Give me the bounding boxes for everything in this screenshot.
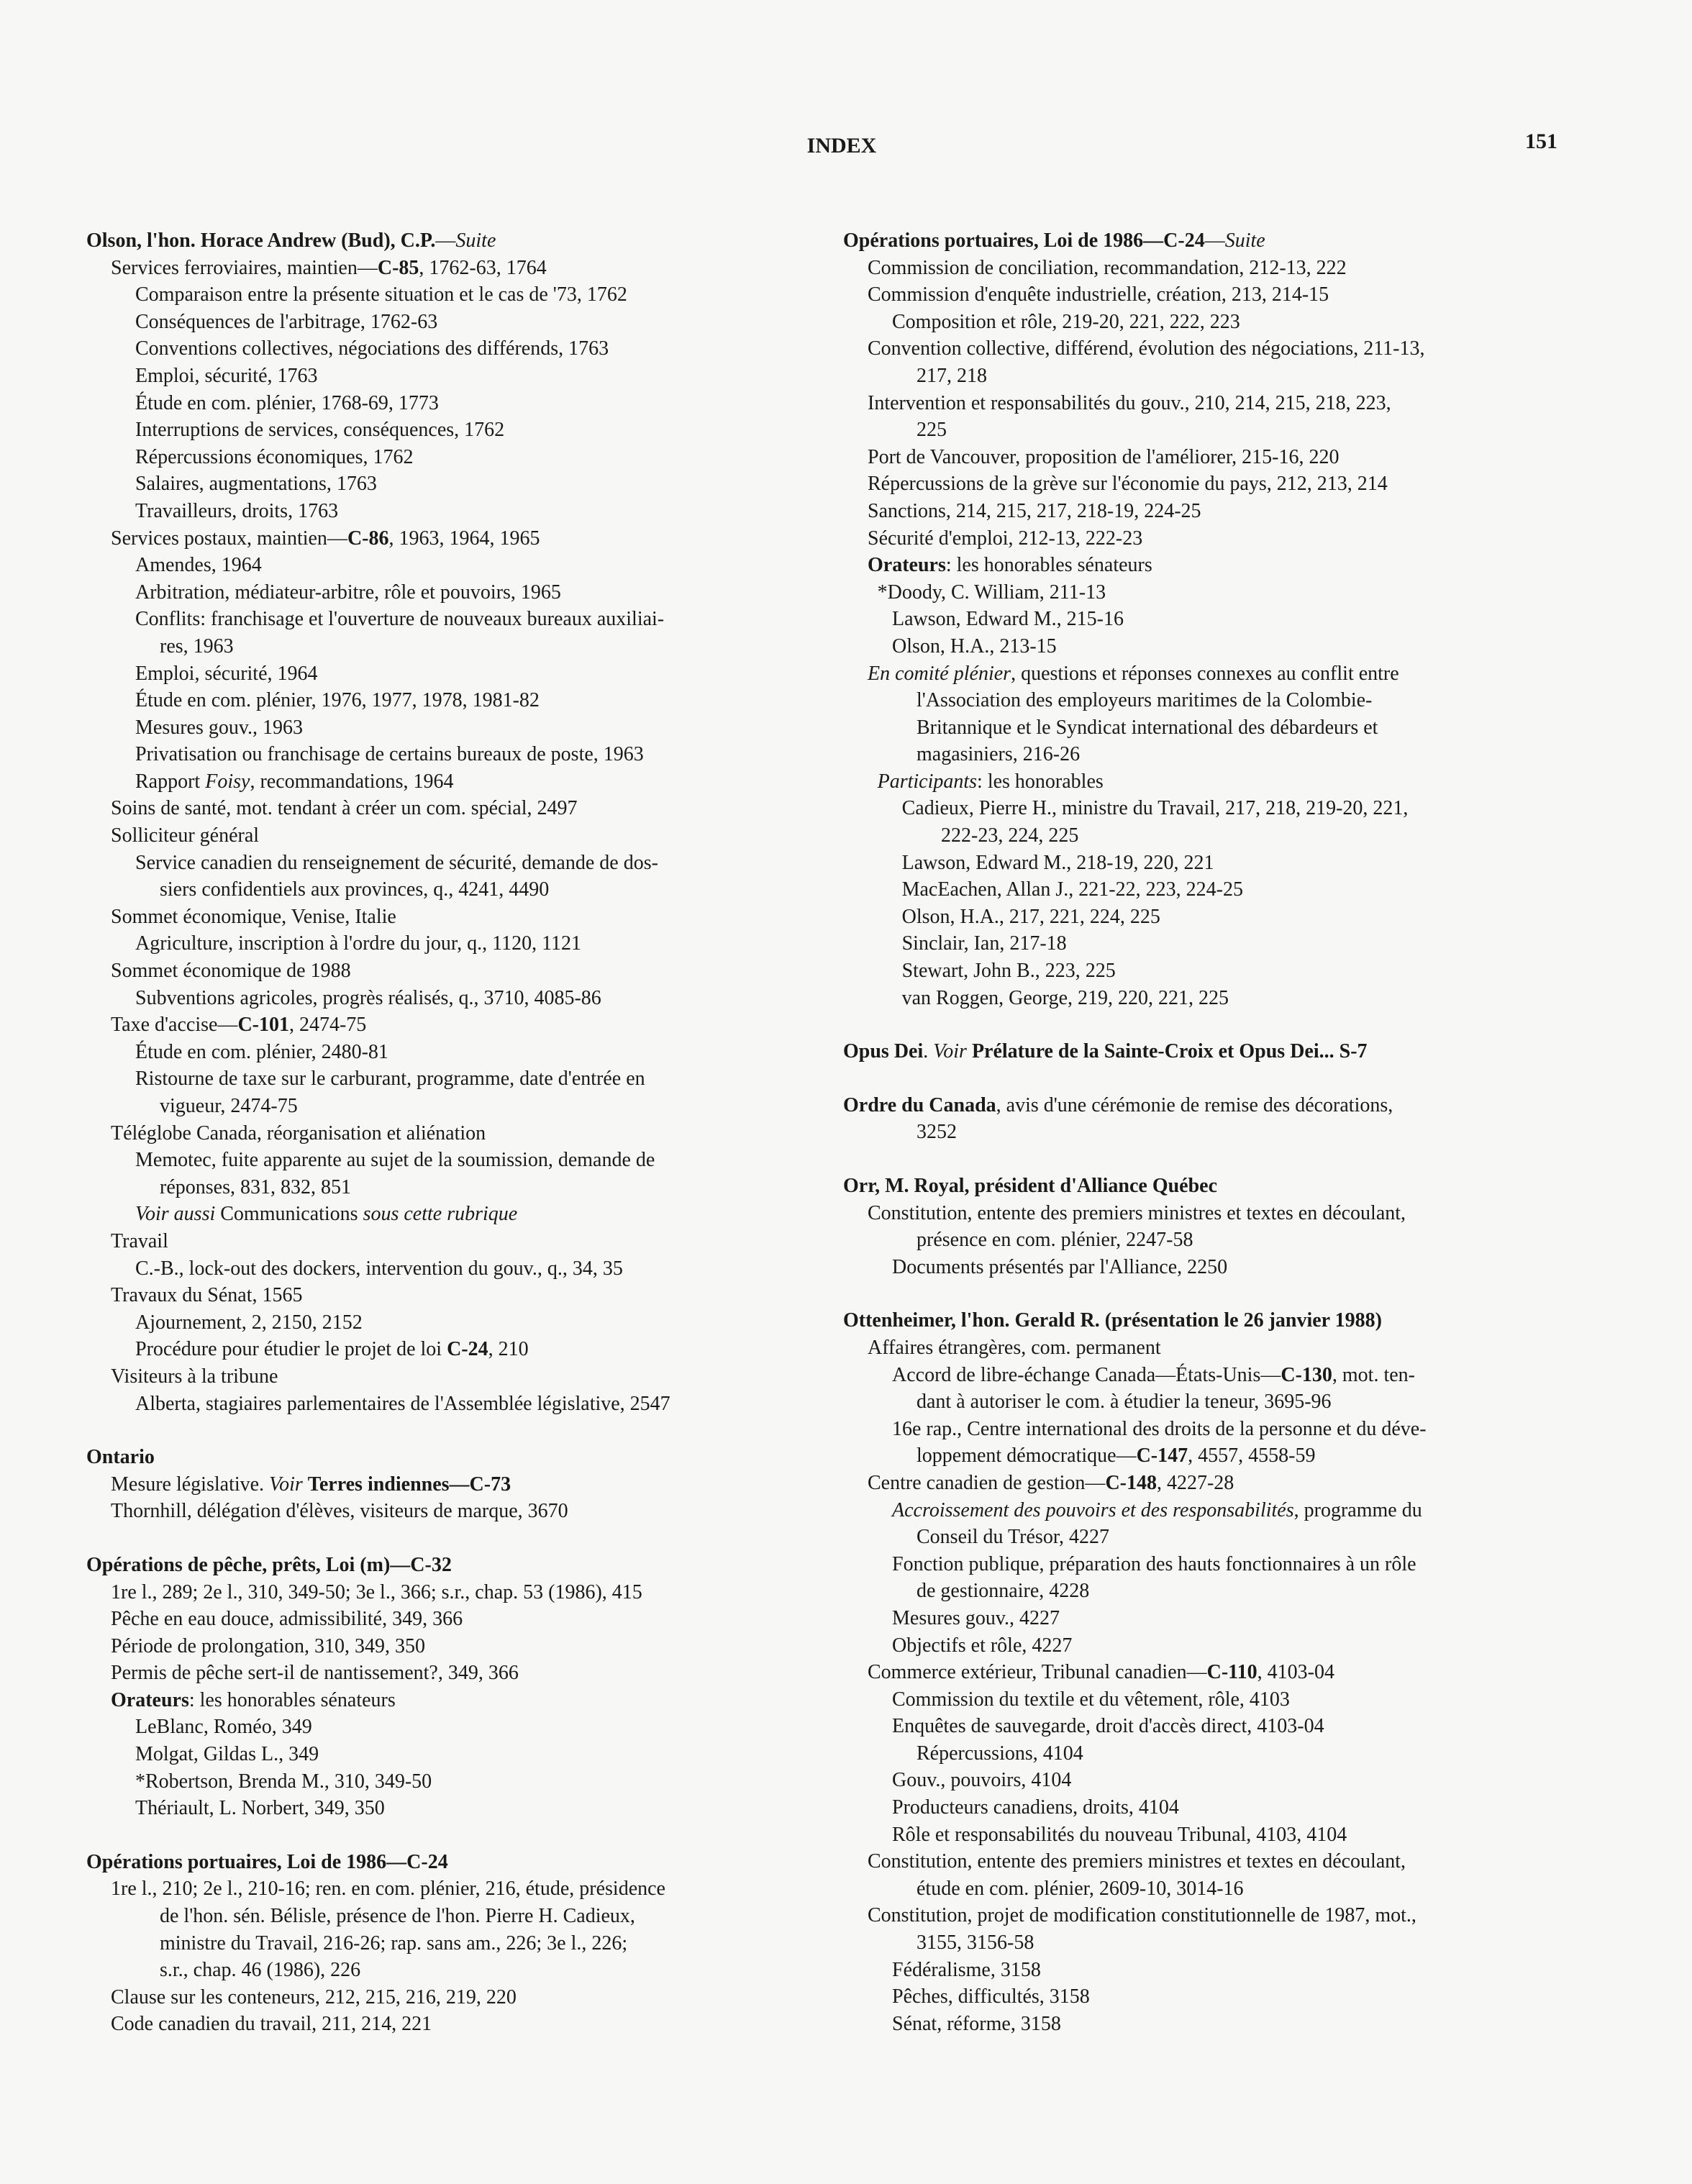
index-heading: Opérations portuaires, Loi de 1986—C-24 [86,1850,448,1873]
index-entry: 3252 [916,1121,957,1144]
index-entry: Sommet économique, Venise, Italie [111,905,396,928]
index-entry: Port de Vancouver, proposition de l'améliorer, 215-16, 220 [868,445,1340,468]
index-entry: Mesures gouv., 4227 [892,1606,1060,1629]
index-heading: Ontario [86,1446,155,1469]
index-entry: Comparaison entre la présente situation et le cas de '73, 1762 [135,283,627,306]
index-entry: Travailleurs, droits, 1763 [135,499,339,522]
index-entry: Pêches, difficultés, 3158 [892,1985,1090,2008]
index-entry: Service canadien du renseignement de sécurité, demande de dos- [135,851,658,874]
index-entry: Agriculture, inscription à l'ordre du jour, q., 1120, 1121 [135,932,582,955]
index-entry: Étude en com. plénier, 1976, 1977, 1978, 1981-82 [135,689,540,712]
index-entry: Orateurs: les honorables sénateurs [868,554,1152,577]
index-entry: Mesures gouv., 1963 [135,716,304,739]
index-entry: Affaires étrangères, com. permanent [868,1336,1161,1359]
index-entry: Conventions collectives, négociations des différends, 1763 [135,337,609,360]
index-entry: Composition et rôle, 219-20, 221, 222, 223 [892,310,1240,333]
index-entry: Documents présentés par l'Alliance, 2250 [892,1255,1228,1278]
index-heading: Ottenheimer, l'hon. Gerald R. (présentation le 26 janvier 1988) [843,1309,1382,1332]
index-entry: MacEachen, Allan J., 221-22, 223, 224-25 [901,878,1243,901]
index-entry: C.-B., lock-out des dockers, intervention du gouv., q., 34, 35 [135,1257,623,1280]
index-entry: Permis de pêche sert-il de nantissement?, 349, 366 [111,1662,519,1685]
index-entry: Commission d'enquête industrielle, création, 213, 214-15 [868,283,1329,306]
index-heading: Olson, l'hon. Horace Andrew (Bud), C.P.—Suite [86,229,496,252]
index-entry: Amendes, 1964 [135,554,262,577]
index-entry: Intervention et responsabilités du gouv., 210, 214, 215, 218, 223, [868,391,1391,414]
index-entry: Salaires, augmentations, 1763 [135,473,377,496]
index-entry: 1re l., 210; 2e l., 210-16; ren. en com. plénier, 216, étude, présidence [111,1878,665,1901]
index-entry: ministre du Travail, 216-26; rap. sans am., 226; 3e l., 226; [160,1932,628,1955]
index-entry: 16e rap., Centre international des droits de la personne et du déve- [892,1417,1427,1440]
index-entry: étude en com. plénier, 2609-10, 3014-16 [916,1877,1244,1900]
index-entry: Soins de santé, mot. tendant à créer un com. spécial, 2497 [111,797,578,820]
index-entry: Conséquences de l'arbitrage, 1762-63 [135,310,438,333]
index-entry: Privatisation ou franchisage de certains bureaux de poste, 1963 [135,743,644,766]
index-entry: Alberta, stagiaires parlementaires de l'Assemblée législative, 2547 [135,1392,670,1415]
index-entry: Commission de conciliation, recommandation, 212-13, 222 [868,256,1347,279]
index-entry: Emploi, sécurité, 1763 [135,364,318,387]
index-entry: Pêche en eau douce, admissibilité, 349, 366 [111,1608,463,1631]
index-entry: Cadieux, Pierre H., ministre du Travail, 217, 218, 219-20, 221, [901,797,1409,820]
index-entry: Code canadien du travail, 211, 214, 221 [111,2013,432,2036]
index-entry: Travail [111,1229,168,1252]
index-entry: Étude en com. plénier, 2480-81 [135,1040,388,1063]
index-entry: Accord de libre-échange Canada—États-Unis—C-130, mot. ten- [892,1363,1415,1386]
index-entry: Conflits: franchisage et l'ouverture de nouveaux bureaux auxiliai- [135,608,665,631]
index-entry: Commerce extérieur, Tribunal canadien—C-110, 4103-04 [868,1661,1334,1684]
index-entry: Producteurs canadiens, droits, 4104 [892,1796,1179,1819]
index-entry: 1re l., 289; 2e l., 310, 349-50; 3e l., 366; s.r., chap. 53 (1986), 415 [111,1580,642,1603]
index-column-left [86,227,813,2038]
index-entry: Téléglobe Canada, réorganisation et aliénation [111,1121,486,1145]
index-entry: Sénat, réforme, 3158 [892,2012,1061,2035]
index-entry: Rôle et responsabilités du nouveau Tribunal, 4103, 4104 [892,1823,1347,1846]
index-entry: 222-23, 224, 225 [941,824,1079,847]
index-heading: Opérations de pêche, prêts, Loi (m)—C-32 [86,1553,452,1576]
index-entry: Constitution, entente des premiers ministres et textes en découlant, [868,1201,1406,1224]
index-entry: Période de prolongation, 310, 349, 350 [111,1634,426,1657]
index-entry: Étude en com. plénier, 1768-69, 1773 [135,391,439,414]
index-entry: s.r., chap. 46 (1986), 226 [160,1959,361,1982]
running-header: INDEX [806,134,877,158]
index-entry: Taxe d'accise—C-101, 2474-75 [111,1014,367,1037]
index-entry: Thornhill, délégation d'élèves, visiteurs de marque, 3670 [111,1500,568,1523]
index-entry: LeBlanc, Roméo, 349 [135,1716,312,1739]
index-entry: loppement démocratique—C-147, 4557, 4558-59 [916,1444,1316,1468]
index-entry: Interruptions de services, conséquences, 1762 [135,419,505,442]
index-entry: Ajournement, 2, 2150, 2152 [135,1311,363,1334]
index-entry: Arbitration, médiateur-arbitre, rôle et pouvoirs, 1965 [135,581,561,604]
page-number: 151 [1525,129,1557,153]
index-entry: réponses, 831, 832, 851 [160,1175,351,1198]
index-entry: Procédure pour étudier le projet de loi C-24, 210 [135,1338,529,1361]
index-entry: présence en com. plénier, 2247-58 [916,1229,1193,1252]
index-heading: Ordre du Canada, avis d'une cérémonie de remise des décorations, [843,1093,1393,1116]
index-entry: Lawson, Edward M., 218-19, 220, 221 [901,851,1214,874]
index-entry: 217, 218 [916,364,987,387]
index-heading: Opus Dei. Voir Prélature de la Sainte-Croix et Opus Dei... S-7 [843,1040,1368,1063]
index-entry: Rapport Foisy, recommandations, 1964 [135,770,454,793]
index-entry: Memotec, fuite apparente au sujet de la soumission, demande de [135,1149,655,1172]
index-entry: En comité plénier, questions et réponses connexes au conflit entre [868,662,1399,685]
index-entry: Constitution, projet de modification constitutionnelle de 1987, mot., [868,1904,1416,1927]
index-heading: Opérations portuaires, Loi de 1986—C-24—Suite [843,229,1265,252]
index-entry: Lawson, Edward M., 215-16 [892,608,1124,631]
index-entry: Accroissement des pouvoirs et des responsabilités, programme du [892,1498,1422,1521]
index-entry: Services postaux, maintien—C-86, 1963, 1964, 1965 [111,527,540,550]
index-entry: Clause sur les conteneurs, 212, 215, 216, 219, 220 [111,1985,517,2008]
index-entry: Répercussions de la grève sur l'économie du pays, 212, 213, 214 [868,473,1388,496]
index-entry: Centre canadien de gestion—C-148, 4227-28 [868,1471,1234,1494]
index-entry: Sanctions, 214, 215, 217, 218-19, 224-25 [868,499,1201,522]
index-entry: de gestionnaire, 4228 [916,1580,1090,1603]
index-entry: Répercussions économiques, 1762 [135,445,414,468]
index-entry: Sinclair, Ian, 217-18 [901,932,1067,955]
index-entry: Molgat, Gildas L., 349 [135,1743,319,1766]
index-entry: Fédéralisme, 3158 [892,1958,1041,1981]
index-column-right [843,227,1584,2037]
index-entry: Visiteurs à la tribune [111,1365,278,1388]
index-entry: Stewart, John B., 223, 225 [901,960,1116,983]
index-entry: Thériault, L. Norbert, 349, 350 [135,1797,385,1820]
index-entry: l'Association des employeurs maritimes de la Colombie- [916,689,1373,712]
index-entry: Olson, H.A., 217, 221, 224, 225 [901,905,1160,928]
index-entry: dant à autoriser le com. à étudier la teneur, 3695-96 [916,1391,1332,1414]
index-entry: Constitution, entente des premiers ministres et textes en découlant, [868,1850,1406,1873]
index-entry: 3155, 3156-58 [916,1932,1034,1955]
index-entry: van Roggen, George, 219, 220, 221, 225 [901,986,1229,1009]
index-entry: Travaux du Sénat, 1565 [111,1284,303,1307]
index-entry: Britannique et le Syndicat international des débardeurs et [916,716,1378,739]
index-entry: Mesure législative. Voir Terres indiennes—C-73 [111,1473,511,1496]
index-entry: Orateurs: les honorables sénateurs [111,1688,396,1711]
index-entry: Sécurité d'emploi, 212-13, 222-23 [868,527,1143,550]
index-entry: Enquêtes de sauvegarde, droit d'accès direct, 4103-04 [892,1715,1324,1738]
index-entry: *Robertson, Brenda M., 310, 349-50 [135,1770,432,1793]
index-entry: Voir aussi Communications sous cette rubrique [135,1203,518,1226]
index-entry: Subventions agricoles, progrès réalisés, q., 3710, 4085-86 [135,986,601,1009]
index-entry: Conseil du Trésor, 4227 [916,1526,1110,1549]
index-entry: 225 [916,419,947,442]
index-entry: vigueur, 2474-75 [160,1095,298,1117]
index-entry: Ristourne de taxe sur le carburant, programme, date d'entrée en [135,1068,645,1091]
index-entry: Convention collective, différend, évolution des négociations, 211-13, [868,337,1425,360]
index-entry: Emploi, sécurité, 1964 [135,662,318,685]
index-entry: siers confidentiels aux provinces, q., 4241, 4490 [160,878,550,901]
index-heading: Orr, M. Royal, président d'Alliance Québec [843,1175,1218,1197]
index-entry: de l'hon. sén. Bélisle, présence de l'hon. Pierre H. Cadieux, [160,1905,635,1928]
index-entry: Solliciteur général [111,824,260,847]
index-entry: Sommet économique de 1988 [111,960,351,983]
index-entry: magasiniers, 216-26 [916,743,1081,766]
index-entry: Services ferroviaires, maintien—C-85, 1762-63, 1764 [111,256,547,279]
index-entry: Olson, H.A., 213-15 [892,634,1057,658]
index-entry: Objectifs et rôle, 4227 [892,1634,1073,1657]
index-entry: Commission du textile et du vêtement, rôle, 4103 [892,1688,1290,1711]
index-entry: Fonction publique, préparation des hauts fonctionnaires à un rôle [892,1552,1416,1575]
index-entry: Gouv., pouvoirs, 4104 [892,1769,1072,1792]
index-entry: res, 1963 [160,634,234,658]
index-entry: Participants: les honorables [877,770,1104,793]
index-entry: *Doody, C. William, 211-13 [877,581,1106,604]
index-entry: Répercussions, 4104 [916,1742,1083,1765]
